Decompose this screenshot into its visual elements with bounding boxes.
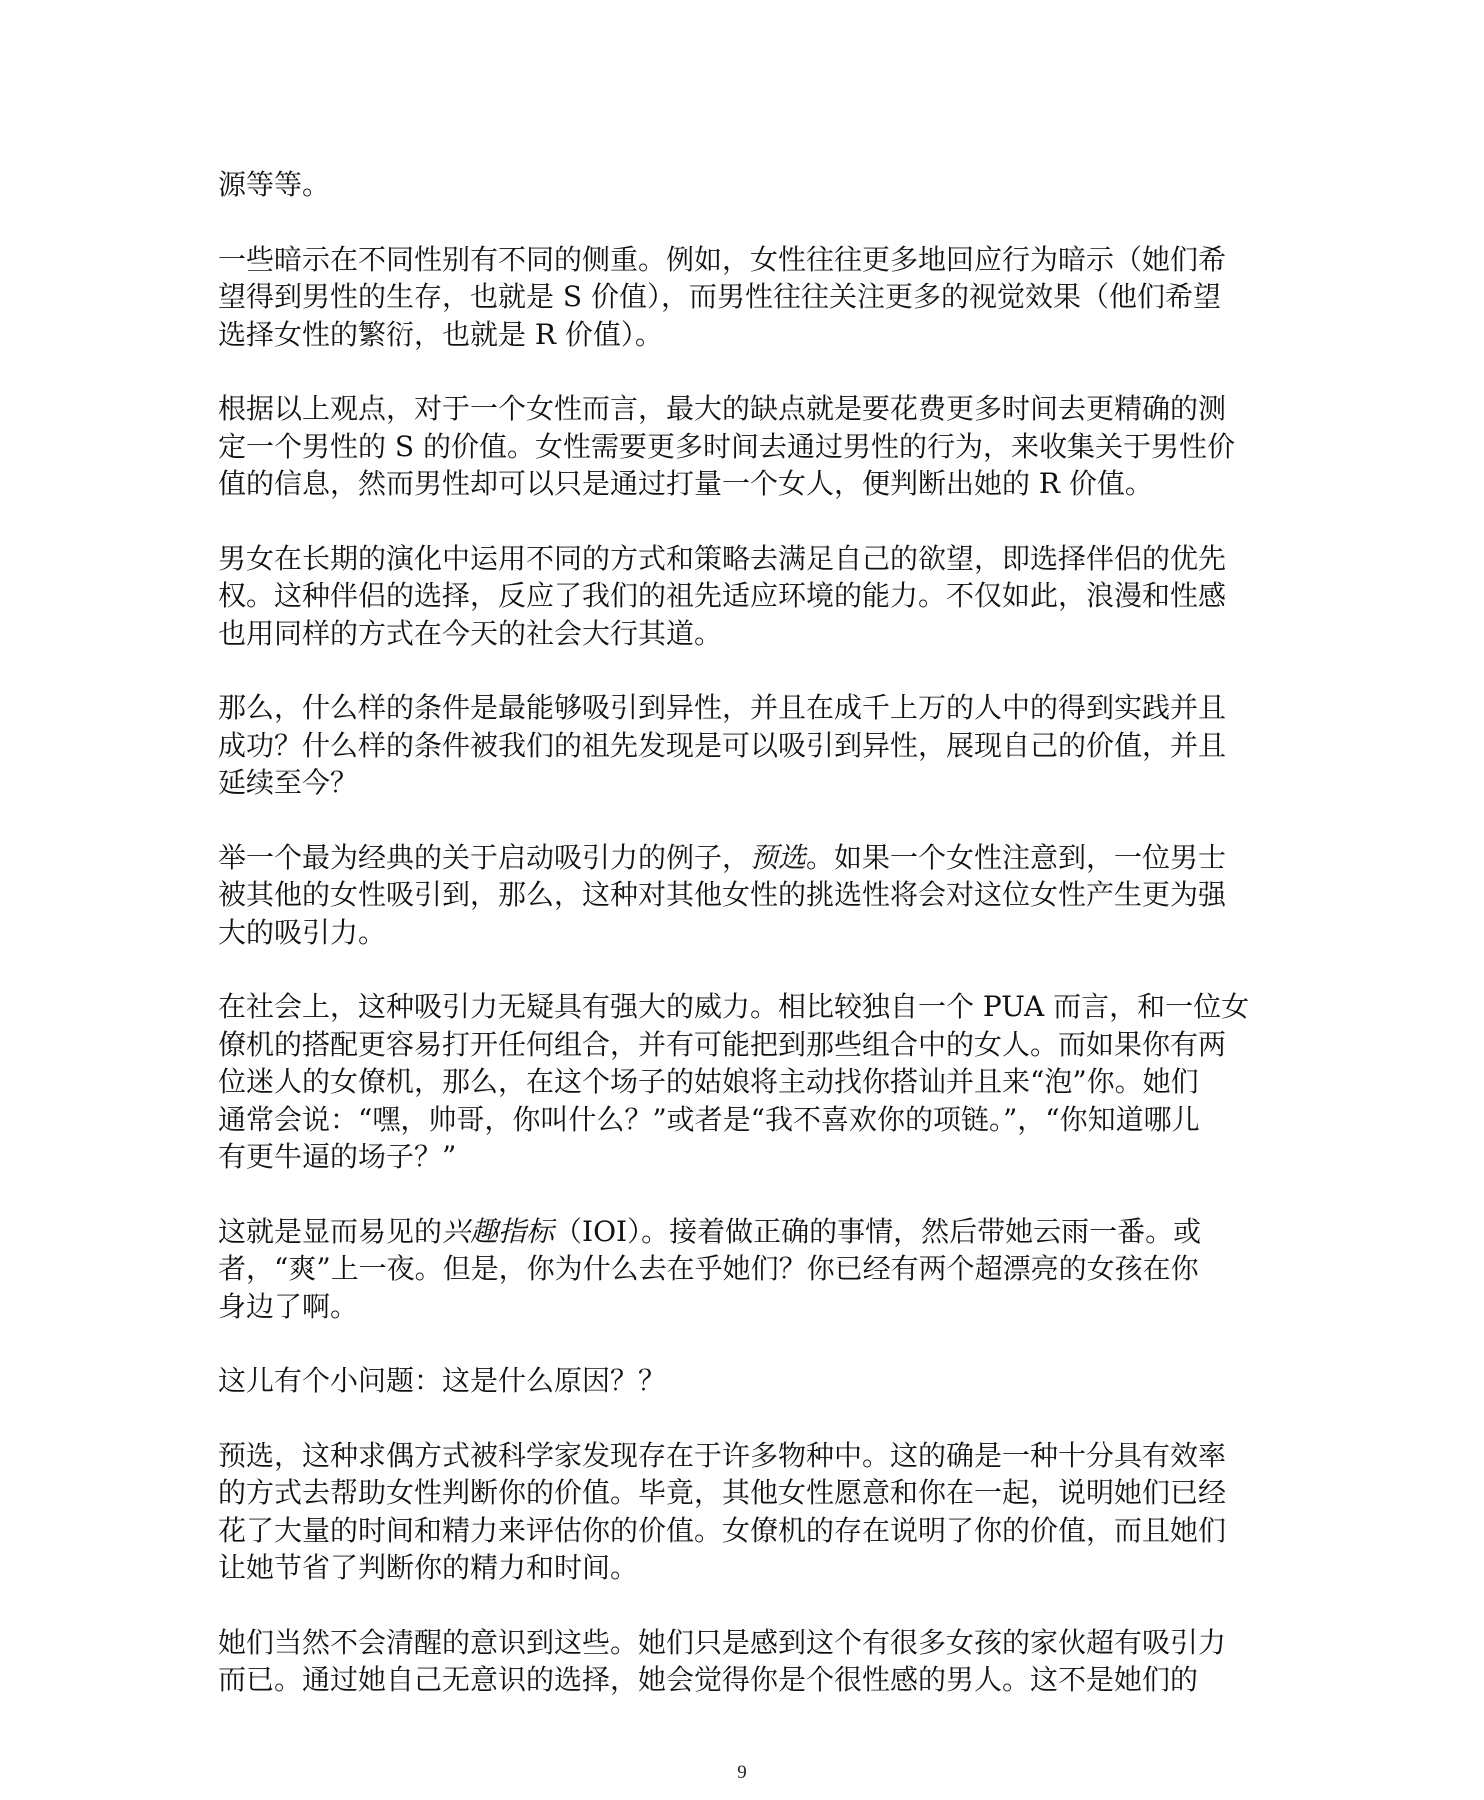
text-run: 她们当然不会清醒的意识到这些。她们只是感到这个有很多女孩的家伙超有吸引力 xyxy=(218,1625,1227,1659)
text-line xyxy=(218,540,1268,578)
text-line xyxy=(218,1362,1268,1400)
text-line xyxy=(218,428,1268,466)
text-line xyxy=(218,1138,1268,1176)
text-line xyxy=(218,1101,1268,1139)
page-number: 9 xyxy=(737,1762,747,1783)
text-line xyxy=(218,914,1268,952)
text-run: 源等等。 xyxy=(218,168,331,201)
text-run: 被其他的女性吸引到，那么，这种对其他女性的挑选性将会对这位女性产生更为强 xyxy=(218,878,1227,911)
paragraph xyxy=(218,166,1268,204)
text-run: 僚机的搭配更容易打开任何组合，并有可能把到那些组合中的女人。而如果你有两 xyxy=(218,1027,1227,1061)
text-run: 男女在长期的演化中运用不同的方式和策略去满足自己的欲望，即选择伴侣的优先 xyxy=(218,541,1227,575)
text-line xyxy=(218,689,1268,727)
text-run: 位迷人的女僚机，那么，在这个场子的姑娘将主动找你搭讪并且来“泡”你。她们 xyxy=(218,1065,1199,1098)
text-run: 定一个男性的 S 的价值。女性需要更多时间去通过男性的行为，来收集关于男性价 xyxy=(218,429,1235,463)
text-run: 而已。通过她自己无意识的选择，她会觉得你是个很性感的男人。这不是她们的 xyxy=(218,1663,1199,1696)
text-run: 举一个最为经典的关于启动吸引力的例子， xyxy=(218,840,751,874)
text-run: 延续至今？ xyxy=(218,766,359,799)
paragraph xyxy=(218,1213,1268,1326)
paragraph xyxy=(218,839,1268,952)
text-line xyxy=(218,839,1268,877)
emphasized-term: 兴趣指标 xyxy=(442,1214,555,1248)
text-run: 预选，这种求偶方式被科学家发现存在于许多物种中。这的确是一种十分具有效率 xyxy=(218,1438,1227,1472)
paragraph xyxy=(218,241,1268,354)
emphasized-term: 预选 xyxy=(750,840,807,874)
body-text xyxy=(218,166,1268,1736)
text-run: 让她节省了判断你的精力和时间。 xyxy=(218,1551,639,1584)
text-line xyxy=(218,615,1268,653)
text-run: 。如果一个女性注意到，一位男士 xyxy=(806,840,1227,874)
paragraph xyxy=(218,1437,1268,1587)
text-run: 成功？什么样的条件被我们的祖先发现是可以吸引到异性，展现自己的价值，并且 xyxy=(218,728,1227,762)
text-line xyxy=(218,1512,1268,1550)
text-line xyxy=(218,1288,1268,1326)
text-run: 身边了啊。 xyxy=(218,1289,359,1323)
text-run: 选择女性的繁衍，也就是 R 价值）。 xyxy=(218,317,663,351)
text-line xyxy=(218,1063,1268,1101)
text-run: 根据以上观点，对于一个女性而言，最大的缺点就是要花费更多时间去更精确的测 xyxy=(218,392,1227,425)
text-line xyxy=(218,1624,1268,1662)
text-line xyxy=(218,166,1268,204)
text-run: 也用同样的方式在今天的社会大行其道。 xyxy=(218,616,723,650)
text-line xyxy=(218,876,1268,914)
text-line xyxy=(218,1026,1268,1064)
text-line xyxy=(218,577,1268,615)
text-line xyxy=(218,1213,1268,1251)
text-line xyxy=(218,278,1268,316)
text-run: 望得到男性的生存，也就是 S 价值），而男性往往关注更多的视觉效果（他们希望 xyxy=(218,280,1221,313)
paragraph xyxy=(218,1624,1268,1699)
text-run: 花了大量的时间和精力来评估你的价值。女僚机的存在说明了你的价值，而且她们 xyxy=(218,1513,1227,1547)
text-run: 一些暗示在不同性别有不同的侧重。例如，女性往往更多地回应行为暗示（她们希 xyxy=(218,242,1227,276)
text-line xyxy=(218,316,1268,354)
text-run: 这儿有个小问题：这是什么原因？？ xyxy=(218,1364,667,1397)
text-run: 大的吸引力。 xyxy=(218,915,387,949)
paragraph xyxy=(218,689,1268,802)
text-line xyxy=(218,764,1268,802)
text-line xyxy=(218,1474,1268,1512)
text-run: 权。这种伴侣的选择，反应了我们的祖先适应环境的能力。不仅如此，浪漫和性感 xyxy=(218,579,1227,612)
paragraph xyxy=(218,1362,1268,1400)
text-run: 这就是显而易见的 xyxy=(218,1214,443,1248)
text-run: 者，“爽”上一夜。但是，你为什么去在乎她们？你已经有两个超漂亮的女孩在你 xyxy=(218,1252,1199,1285)
text-run: 有更牛逼的场子？” xyxy=(218,1140,457,1173)
paragraph xyxy=(218,540,1268,653)
text-line xyxy=(218,241,1268,279)
text-line xyxy=(218,465,1268,503)
text-run: 的方式去帮助女性判断你的价值。毕竟，其他女性愿意和你在一起，说明她们已经 xyxy=(218,1476,1227,1509)
text-line xyxy=(218,727,1268,765)
text-line xyxy=(218,1549,1268,1587)
text-line xyxy=(218,988,1268,1026)
paragraph xyxy=(218,988,1268,1176)
text-run: 通常会说：“嘿，帅哥，你叫什么？”或者是“我不喜欢你的项链。”，“你知道哪儿 xyxy=(218,1102,1200,1136)
text-run: 在社会上，这种吸引力无疑具有强大的威力。相比较独自一个 PUA 而言，和一位女 xyxy=(218,990,1250,1023)
paragraph xyxy=(218,390,1268,503)
text-line xyxy=(218,1437,1268,1475)
text-run: 值的信息，然而男性却可以只是通过打量一个女人，便判断出她的 R 价值。 xyxy=(218,467,1153,500)
text-line xyxy=(218,1250,1268,1288)
text-line xyxy=(218,390,1268,428)
text-line xyxy=(218,1661,1268,1699)
text-run: （IOI）。接着做正确的事情，然后带她云雨一番。或 xyxy=(554,1214,1202,1248)
text-run: 那么，什么样的条件是最能够吸引到异性，并且在成千上万的人中的得到实践并且 xyxy=(218,691,1227,724)
